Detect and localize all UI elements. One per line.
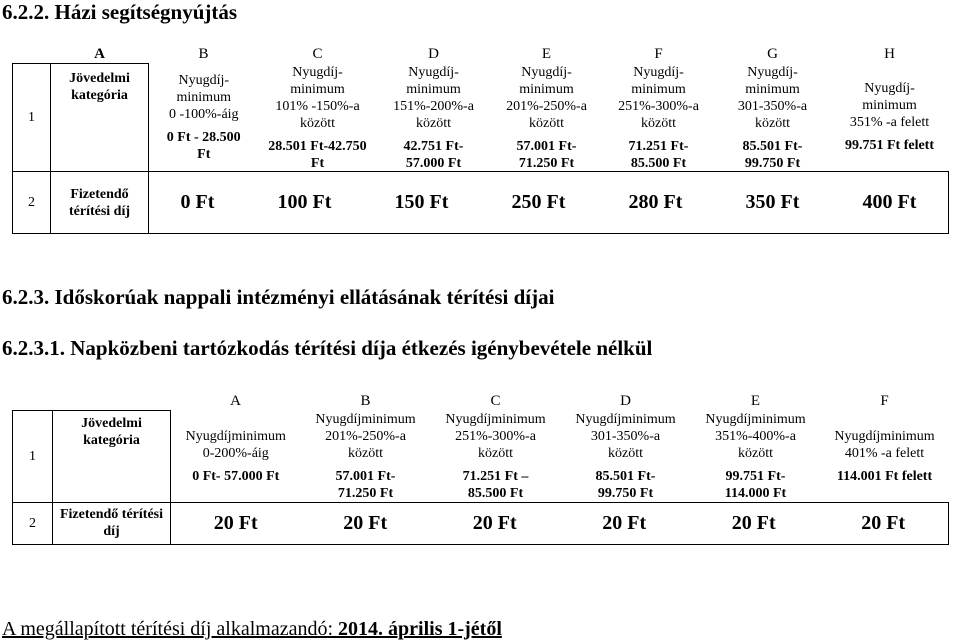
fee-value: 100 Ft	[277, 191, 332, 213]
row-number: 1	[13, 411, 53, 503]
description-line: 301-350%-a	[737, 98, 808, 114]
fee-value: 280 Ft	[628, 191, 683, 213]
section-heading-6-2-3: 6.2.3. Időskorúak nappali intézményi ellátásának térítési díjai	[2, 285, 555, 309]
section-heading-6-2-3-1: 6.2.3.1. Napközbeni tartózkodás térítési díja étkezés igénybevétele nélkül	[2, 336, 653, 360]
description-line: Nyugdíjminimum	[315, 411, 416, 427]
income-range-line: 28.501 Ft-42.750	[268, 138, 367, 154]
column-letter: C	[312, 45, 323, 62]
description-line: között	[641, 115, 676, 131]
range-description	[149, 64, 259, 172]
income-range-line: 0 Ft - 28.500	[166, 130, 241, 145]
description-line: között	[738, 445, 773, 461]
income-range-line: 71.251 Ft-	[628, 138, 689, 154]
description-line: minimum	[406, 81, 461, 97]
description-line: 301-350%-a	[590, 428, 661, 444]
description-line: között	[478, 445, 513, 461]
description-line: 351% -a felett	[849, 115, 930, 131]
category-label-cell	[51, 64, 149, 172]
column-letter: F	[654, 45, 663, 62]
description-line: között	[529, 115, 564, 131]
range-description	[491, 64, 603, 172]
income-range-line: 99.750 Ft	[744, 155, 801, 171]
category-label-cell	[53, 411, 171, 503]
fee-label: Fizetendő térítési díj	[59, 507, 163, 539]
range-description	[603, 64, 715, 172]
income-range-line: 57.000 Ft	[405, 155, 462, 171]
column-letter: A	[94, 45, 105, 62]
description-line: között	[416, 115, 451, 131]
description-line: Nyugdíj-	[178, 73, 230, 88]
fee-value: 0 Ft	[180, 191, 215, 213]
column-letter: B	[360, 392, 371, 409]
description-line: 401% -a felett	[844, 445, 925, 461]
range-description	[715, 64, 831, 172]
range-description	[431, 411, 561, 503]
income-range-line: 57.001 Ft-	[335, 468, 396, 484]
column-letter: A	[230, 392, 241, 409]
description-line: 151%-200%-a	[393, 98, 474, 114]
description-line: Nyugdíj-	[747, 64, 798, 80]
effective-date-note	[2, 618, 502, 641]
row-number: 2	[13, 172, 51, 234]
income-range-line: 114.000 Ft	[724, 485, 787, 501]
fee-label: Fizetendő térítési díj	[68, 186, 131, 219]
income-range-line: 114.001 Ft felett	[836, 468, 933, 484]
description-line: 251%-300%-a	[455, 428, 536, 444]
range-description	[259, 64, 377, 172]
effective-date-separator: :	[327, 618, 339, 640]
description-line: között	[348, 445, 383, 461]
column-letter: F	[880, 392, 889, 409]
income-range-line: 99.751 Ft-	[725, 468, 786, 484]
description-line: minimum	[745, 81, 800, 97]
description-line: között	[300, 115, 335, 131]
income-range-line: 85.501 Ft-	[742, 138, 803, 154]
section-heading-6-2-2: 6.2.2. Házi segítségnyújtás	[2, 0, 238, 24]
corner-cell	[13, 45, 51, 64]
corner-cell	[13, 392, 53, 411]
income-range-line: Ft	[197, 147, 211, 162]
income-range-line: 71.250 Ft	[518, 155, 575, 171]
description-line: Nyugdíjminimum	[834, 428, 935, 444]
fee-value: 20 Ft	[731, 511, 776, 534]
category-label: Jövedelmi kategória	[69, 71, 130, 103]
income-range-line: 85.500 Ft	[467, 485, 524, 501]
range-description	[821, 411, 949, 503]
description-line: Nyugdíjminimum	[445, 411, 546, 427]
description-line: Nyugdíj-	[408, 64, 459, 80]
description-line: Nyugdíj-	[633, 64, 684, 80]
corner-cell	[53, 392, 171, 411]
description-line: Nyugdíjminimum	[185, 428, 286, 444]
range-description	[301, 411, 431, 503]
row-number: 1	[13, 64, 51, 172]
range-description	[561, 411, 691, 503]
range-description	[831, 64, 949, 172]
fee-label-cell	[51, 172, 149, 234]
column-letter: B	[198, 45, 209, 62]
description-line: 101% -150%-a	[275, 98, 360, 114]
fee-value: 20 Ft	[343, 511, 388, 534]
description-line: Nyugdíj-	[292, 64, 343, 80]
column-letter: D	[620, 392, 631, 409]
description-line: Nyugdíj-	[864, 81, 915, 97]
column-letter: H	[884, 45, 895, 62]
income-range-line: 85.500 Ft	[630, 155, 687, 171]
row-number: 2	[13, 502, 53, 544]
fee-row	[149, 172, 949, 234]
fee-value: 150 Ft	[394, 191, 449, 213]
description-line: 251%-300%-a	[618, 98, 699, 114]
description-line: 201%-250%-a	[325, 428, 406, 444]
column-letter: G	[767, 45, 778, 62]
effective-date-value: 2014. április 1-jétől	[338, 618, 502, 640]
range-description	[691, 411, 821, 503]
description-line: Nyugdíjminimum	[705, 411, 806, 427]
description-line: 0 -100%-áig	[168, 107, 239, 122]
fee-value: 350 Ft	[745, 191, 800, 213]
day-care-fee-table	[12, 392, 949, 545]
range-description	[377, 64, 491, 172]
range-description	[171, 411, 301, 503]
column-letter: E	[541, 45, 552, 62]
income-range-line: 85.501 Ft-	[595, 468, 656, 484]
income-range-line: 42.751 Ft-	[403, 138, 464, 154]
fee-value: 20 Ft	[861, 511, 906, 534]
description-line: 351%-400%-a	[715, 428, 796, 444]
income-range-line: 0 Ft- 57.000 Ft	[192, 468, 280, 484]
column-letter: E	[750, 392, 761, 409]
income-range-line: 99.750 Ft	[597, 485, 654, 501]
fee-value: 250 Ft	[511, 191, 566, 213]
fee-label-cell	[53, 502, 171, 544]
effective-date-label: A megállapított térítési díj alkalmazandó	[2, 618, 328, 640]
description-line: minimum	[290, 81, 345, 97]
description-line: 0-200%-áig	[202, 445, 269, 461]
description-line: minimum	[862, 98, 917, 114]
fee-value: 20 Ft	[472, 511, 517, 534]
description-line: minimum	[631, 81, 686, 97]
description-line: Nyugdíjminimum	[575, 411, 676, 427]
fee-value: 20 Ft	[213, 511, 258, 534]
category-label: Jövedelmi kategória	[81, 416, 142, 448]
column-letter: C	[490, 392, 501, 409]
fee-value: 400 Ft	[862, 191, 917, 213]
home-help-fee-table	[12, 45, 949, 234]
description-line: között	[608, 445, 643, 461]
description-line: között	[755, 115, 790, 131]
income-range-line: 99.751 Ft felett	[844, 138, 935, 154]
description-line: Nyugdíj-	[521, 64, 572, 80]
fee-row	[171, 502, 949, 544]
description-line: 201%-250%-a	[506, 98, 587, 114]
income-range-line: 57.001 Ft-	[516, 138, 577, 154]
description-line: minimum	[176, 90, 231, 105]
column-letter: D	[428, 45, 439, 62]
description-line: minimum	[519, 81, 574, 97]
income-range-line: 71.250 Ft	[337, 485, 394, 501]
income-range-line: Ft	[310, 155, 325, 171]
income-range-line: 71.251 Ft –	[462, 468, 529, 484]
fee-value: 20 Ft	[602, 511, 647, 534]
